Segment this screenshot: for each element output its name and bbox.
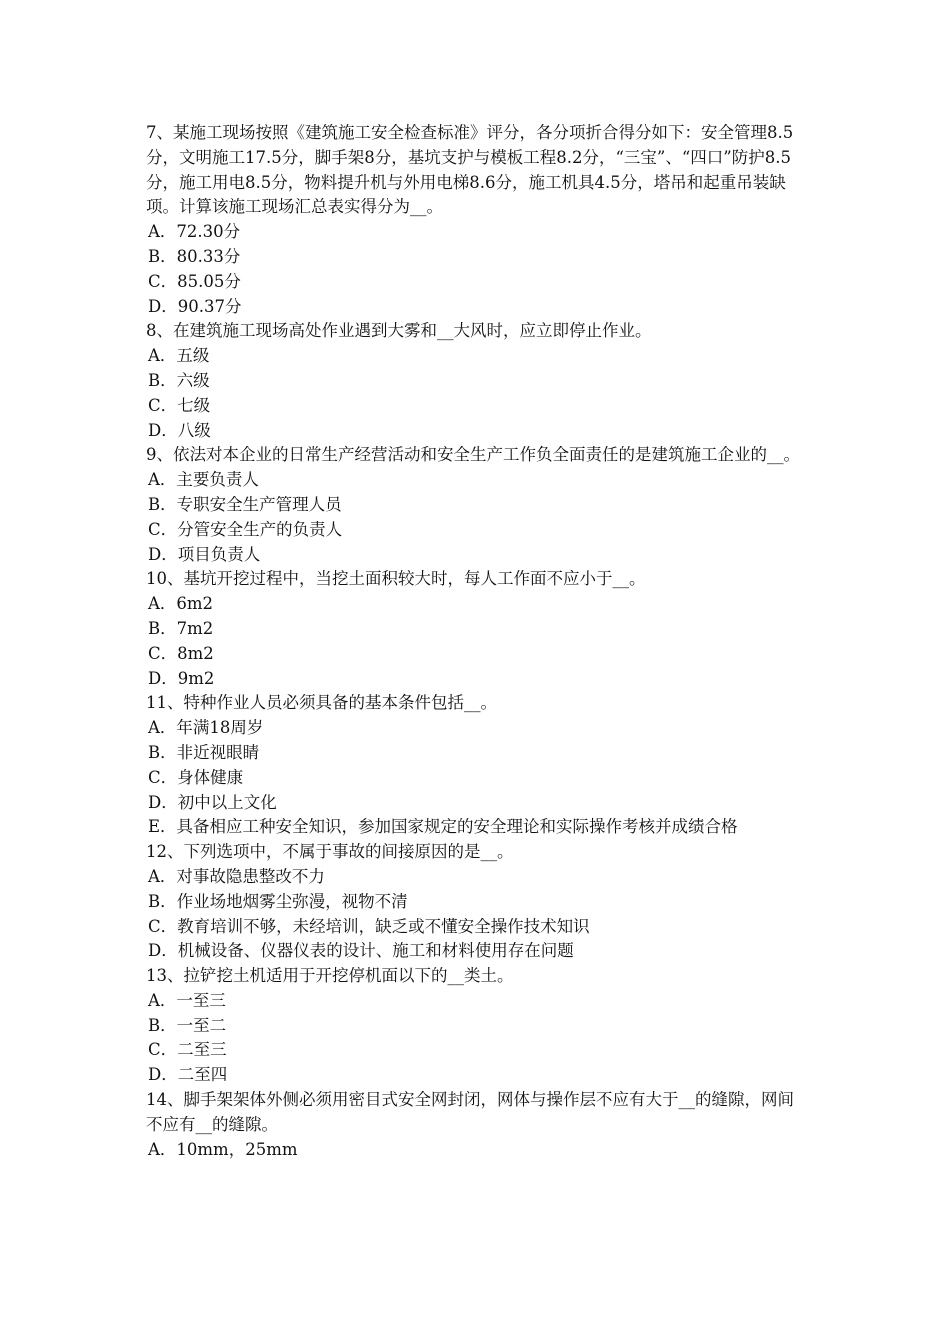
question-list [146, 121, 810, 1162]
question-stem: 14、脚手架架体外侧必须用密目式安全网封闭，网体与操作层不应有大于__的缝隙，网间不应有__的缝隙。 [146, 1090, 794, 1134]
option-b: B．80.33分 [148, 246, 241, 266]
option-d: D．初中以上文化 [148, 792, 277, 812]
option-a: A．对事故隐患整改不力 [148, 866, 325, 886]
option-b: B．非近视眼睛 [148, 742, 260, 762]
option-b: B．六级 [148, 370, 210, 390]
question-7 [146, 121, 810, 319]
option-c: C．教育培训不够，未经培训，缺乏或不懂安全操作技术知识 [148, 916, 590, 936]
option-a: A．一至三 [148, 990, 226, 1010]
option-b: B．专职安全生产管理人员 [148, 494, 342, 514]
question-stem: 11、特种作业人员必须具备的基本条件包括__。 [146, 693, 497, 713]
option-d: D．二至四 [148, 1065, 228, 1085]
option-d: D．机械设备、仪器仪表的设计、施工和材料使用存在问题 [148, 941, 574, 961]
question-stem: 9、依法对本企业的日常生产经营活动和安全生产工作负全面责任的是建筑施工企业的__。 [146, 445, 800, 465]
option-c: C．85.05分 [148, 271, 241, 291]
option-a: A．72.30分 [148, 222, 241, 242]
option-a: A．五级 [148, 346, 210, 366]
option-a: A．主要负责人 [148, 470, 259, 490]
question-stem: 12、下列选项中，不属于事故的间接原因的是__。 [146, 842, 514, 862]
option-c: C．身体健康 [148, 767, 244, 787]
option-b: B．一至二 [148, 1015, 227, 1035]
option-a: A．6m2 [148, 594, 214, 614]
question-stem: 13、拉铲挖土机适用于开挖停机面以下的__类土。 [146, 966, 514, 986]
question-stem: 10、基坑开挖过程中，当挖土面积较大时，每人工作面不应小于__。 [146, 569, 646, 589]
question-11 [146, 691, 810, 840]
option-d: D．9m2 [148, 668, 215, 688]
option-c: C．分管安全生产的负责人 [148, 519, 343, 539]
option-c: C．七级 [148, 395, 211, 415]
option-a: A．10mm，25mm [148, 1139, 298, 1159]
option-e: E．具备相应工种安全知识，参加国家规定的安全理论和实际操作考核并成绩合格 [148, 817, 738, 837]
question-12 [146, 840, 810, 964]
option-d: D．项目负责人 [148, 544, 261, 564]
question-10 [146, 567, 810, 691]
question-stem: 7、某施工现场按照《建筑施工安全检查标准》评分，各分项折合得分如下：安全管理8.5分，文明施工17.5分，脚手架8分，基坑支护与模板工程8.2分，“三宝”、“四口”防护8.5分，施工用电8.5分，物料提升机与外用电梯8.6分，施工机具4.5分，塔吊和起重吊装缺项。计算该施工现场汇总表实得分为__。 [146, 123, 794, 217]
option-d: D．90.37分 [148, 296, 242, 316]
question-14 [146, 1088, 810, 1162]
question-13 [146, 964, 810, 1088]
option-c: C．8m2 [148, 643, 214, 663]
question-9 [146, 443, 810, 567]
question-8 [146, 319, 810, 443]
option-b: B．7m2 [148, 618, 214, 638]
option-a: A．年满18周岁 [148, 718, 264, 738]
question-stem: 8、在建筑施工现场高处作业遇到大雾和__大风时，应立即停止作业。 [146, 321, 652, 341]
option-b: B．作业场地烟雾尘弥漫，视物不清 [148, 891, 408, 911]
option-c: C．二至三 [148, 1040, 227, 1060]
option-d: D．八级 [148, 420, 211, 440]
